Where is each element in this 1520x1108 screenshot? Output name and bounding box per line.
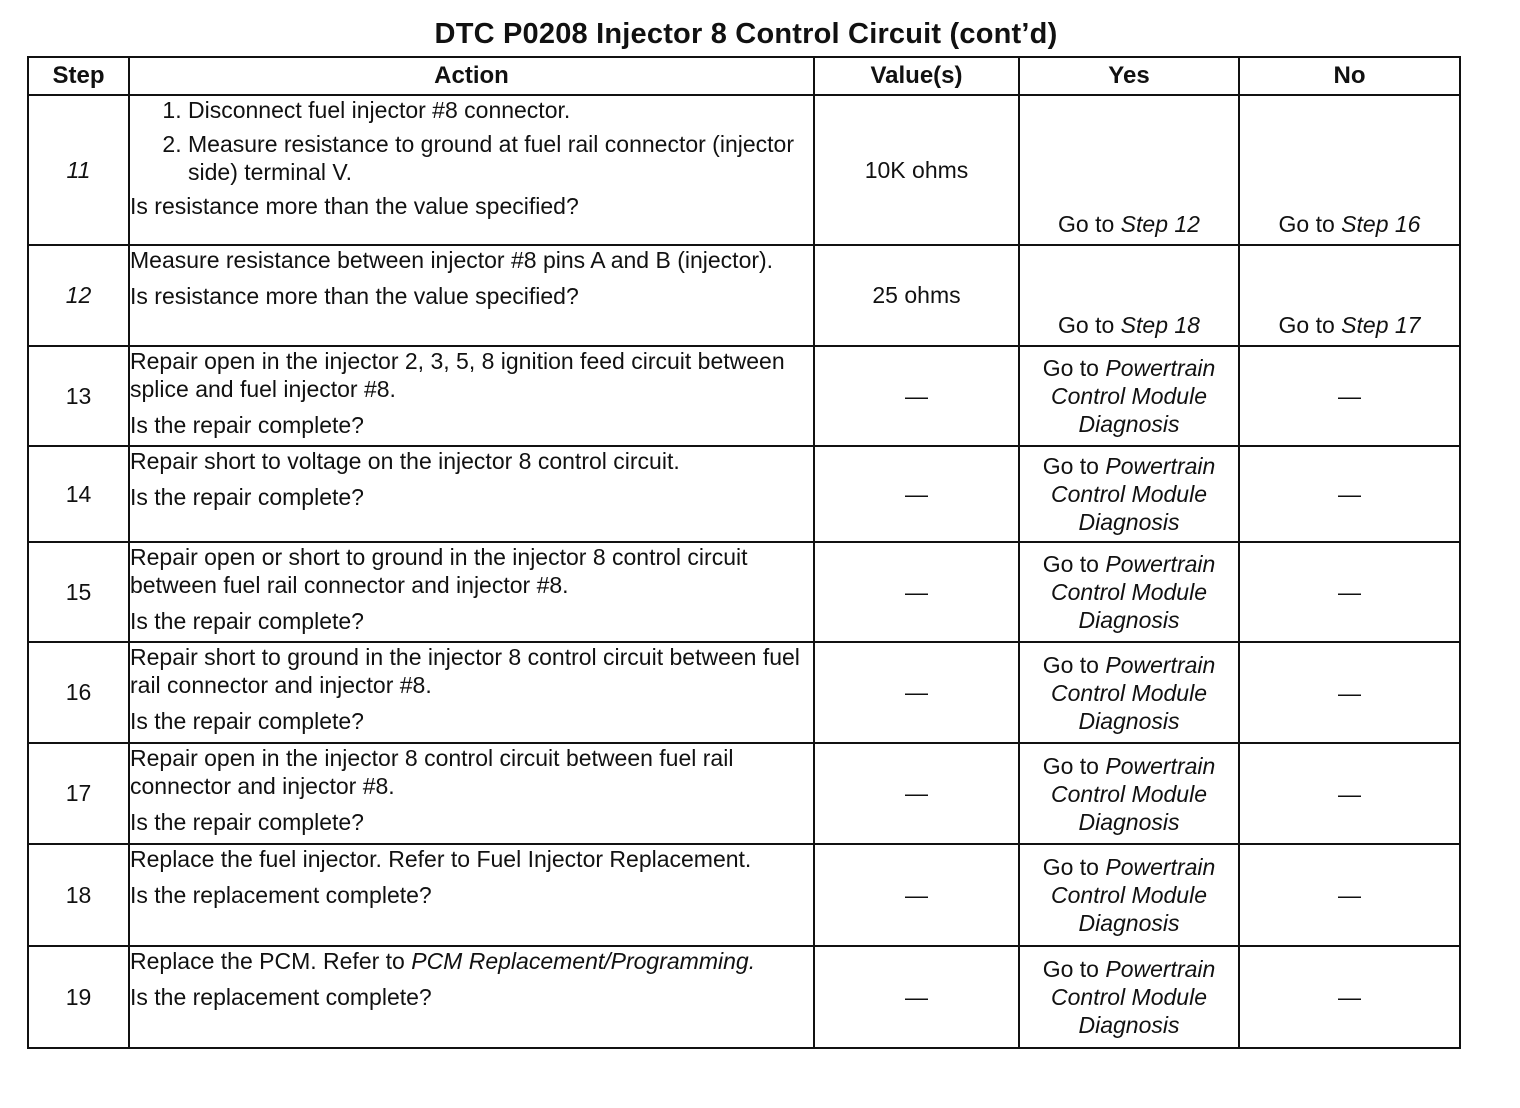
yes-step-ref: Step 18 [1120,312,1200,338]
no-cell: — [1239,542,1460,642]
no-cell: — [1239,446,1460,542]
table-row [28,346,1460,446]
step-number: 11 [28,95,129,245]
no-cell [1239,95,1460,245]
page-title: DTC P0208 Injector 8 Control Circuit (cont’d) [434,18,1058,50]
table-row [28,642,1460,743]
no-cell: — [1239,642,1460,743]
yes-prefix: Go to [1042,854,1106,880]
diagnostic-table [27,56,1461,1049]
no-cell: — [1239,844,1460,946]
action-question: Is the repair complete? [130,809,364,835]
yes-cell [1019,542,1239,642]
action-cell [129,844,814,946]
header-value: Value(s) [814,57,1019,95]
value-cell: — [814,446,1019,542]
action-cell [129,245,814,346]
action-cell [129,446,814,542]
header-yes: Yes [1019,57,1239,95]
table-row [28,245,1460,346]
yes-prefix: Go to [1042,651,1106,678]
action-step: 2. Measure resistance to ground at fuel rail connector (injector side) terminal V. [188,130,813,186]
action-prefix: Replace the PCM. Refer to [130,948,412,974]
yes-ref: Powertrain Control Module Diagnosis [1051,355,1216,437]
yes-cell [1019,446,1239,542]
action-cell [129,946,814,1048]
action-cell [129,95,814,245]
action-question: Is the replacement complete? [130,882,432,908]
yes-prefix: Go to [1058,211,1121,237]
action-reference: PCM Replacement/Programming. [411,948,756,974]
value-cell: 10K ohms [814,95,1019,245]
yes-ref: Powertrain Control Module Diagnosis [1051,956,1216,1038]
table-row [28,844,1460,946]
table-row [28,946,1460,1048]
step-number: 18 [28,844,129,946]
no-step-ref: Step 17 [1341,312,1421,338]
yes-step-ref: Step 12 [1120,211,1200,237]
yes-cell [1019,95,1239,245]
step-number: 12 [28,245,129,346]
action-text: Repair open or short to ground in the injector 8 control circuit between fuel rail connector and injector #8. [130,544,748,598]
action-text: Replace the fuel injector. Refer to Fuel Injector Replacement. [130,846,752,872]
step-number: 17 [28,743,129,844]
value-cell: — [814,946,1019,1048]
no-prefix: Go to [1278,312,1342,338]
action-question: Is the repair complete? [130,484,364,510]
action-question: Is resistance more than the value specified? [130,283,579,309]
yes-prefix: Go to [1042,551,1106,577]
yes-ref: Powertrain Control Module Diagnosis [1051,752,1216,835]
yes-cell [1019,245,1239,346]
action-text: Repair open in the injector 8 control circuit between fuel rail connector and injector #8. [130,745,734,799]
yes-prefix: Go to [1058,312,1121,338]
yes-prefix: Go to [1042,752,1106,779]
no-cell [1239,245,1460,346]
step-number: 16 [28,642,129,743]
no-cell: — [1239,946,1460,1048]
table-row [28,446,1460,542]
yes-ref: Powertrain Control Module Diagnosis [1051,453,1216,535]
value-cell: — [814,642,1019,743]
no-cell: — [1239,346,1460,446]
yes-ref: Powertrain Control Module Diagnosis [1051,651,1216,734]
yes-prefix: Go to [1042,453,1106,479]
header-step: Step [28,57,129,95]
action-step: 1. Disconnect fuel injector #8 connector. [188,96,813,124]
no-cell: — [1239,743,1460,844]
yes-cell [1019,743,1239,844]
header-action: Action [129,57,814,95]
yes-ref: Powertrain Control Module Diagnosis [1051,854,1216,936]
no-prefix: Go to [1278,211,1342,237]
action-text: Measure resistance between injector #8 pins A and B (injector). [130,247,774,273]
table-header-row [28,57,1460,95]
yes-cell [1019,844,1239,946]
action-text: Repair short to voltage on the injector 8 control circuit. [130,448,680,474]
yes-ref: Powertrain Control Module Diagnosis [1051,551,1216,633]
action-text: Repair open in the injector 2, 3, 5, 8 ignition feed circuit between splice and fuel injector #8. [130,348,785,402]
action-cell [129,743,814,844]
action-question: Is the repair complete? [130,608,364,634]
table-row [28,542,1460,642]
action-steps-list [130,96,813,186]
action-question: Is the repair complete? [130,708,364,734]
action-text: Repair short to ground in the injector 8 control circuit between fuel rail connector and injector #8. [130,644,800,698]
action-cell [129,346,814,446]
yes-prefix: Go to [1042,355,1106,381]
action-text [130,947,813,975]
step-number: 15 [28,542,129,642]
yes-prefix: Go to [1042,956,1106,982]
step-number: 13 [28,346,129,446]
value-cell: — [814,346,1019,446]
yes-cell [1019,642,1239,743]
value-cell: 25 ohms [814,245,1019,346]
value-cell: — [814,844,1019,946]
no-step-ref: Step 16 [1341,211,1421,237]
value-cell: — [814,743,1019,844]
action-question: Is the repair complete? [130,412,364,438]
table-row [28,95,1460,245]
header-no: No [1239,57,1460,95]
table-row [28,743,1460,844]
action-question: Is resistance more than the value specified? [130,193,579,219]
value-cell: — [814,542,1019,642]
step-number: 19 [28,946,129,1048]
step-number: 14 [28,446,129,542]
action-cell [129,642,814,743]
yes-cell [1019,346,1239,446]
yes-cell [1019,946,1239,1048]
action-question: Is the replacement complete? [130,984,432,1010]
action-cell [129,542,814,642]
